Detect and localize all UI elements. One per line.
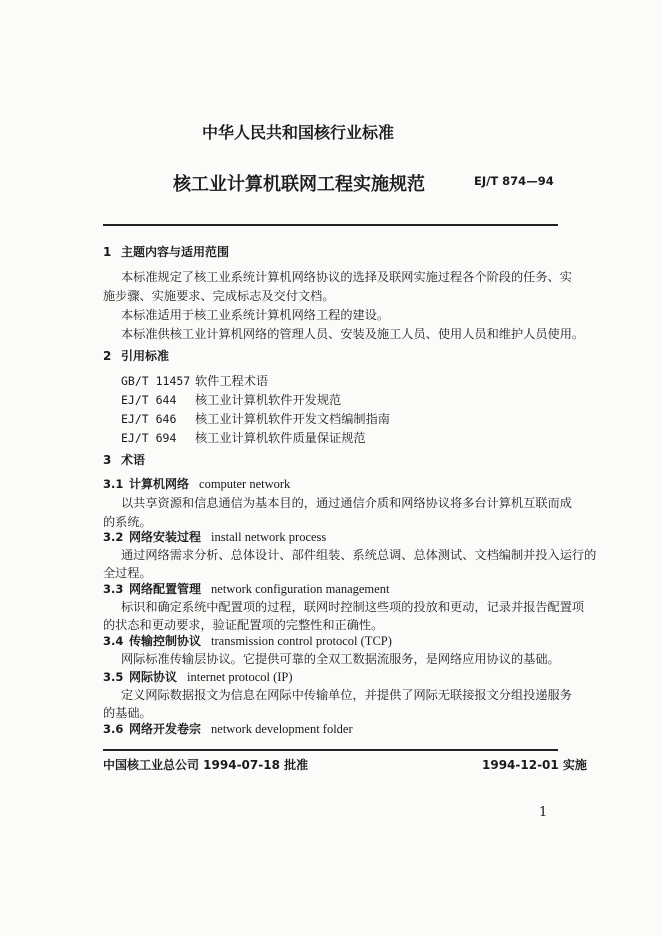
term-number: 3.5: [103, 670, 124, 684]
reference-item: [121, 372, 268, 389]
definition-line: 网际标准传输层协议。它提供可靠的全双工数据流服务，是网络应用协议的基础。: [121, 652, 560, 666]
term-number: 3.4: [103, 634, 124, 648]
paragraph-line: 本标准规定了核工业系统计算机网络协议的选择及联网实施过程各个阶段的任务、实: [121, 270, 572, 284]
definition-line: 的基础。: [103, 706, 152, 720]
definition-line: 全过程。: [103, 566, 152, 580]
term-chinese: 计算机网络: [129, 477, 190, 491]
effective-date: 1994-12-01 实施: [482, 758, 587, 772]
term-entry: [103, 632, 392, 649]
reference-item: [121, 391, 341, 408]
term-entry: [103, 720, 353, 737]
term-english: network configuration management: [211, 582, 390, 596]
reference-code: EJ/T 694: [121, 431, 177, 445]
section-heading: [103, 347, 169, 364]
reference-title: 核工业计算机软件开发文档编制指南: [195, 412, 390, 426]
standard-code: EJ/T 874—94: [474, 174, 554, 188]
term-english: transmission control protocol (TCP): [211, 634, 392, 648]
term-entry: [103, 580, 389, 597]
issuing-authority: 中华人民共和国核行业标准: [202, 123, 395, 142]
reference-code: EJ/T 646: [121, 412, 177, 426]
term-chinese: 网络开发卷宗: [129, 722, 202, 736]
definition-line: 以共享资源和信息通信为基本目的，通过通信介质和网络协议将多台计算机互联而成: [121, 496, 572, 510]
section-number: 2: [103, 349, 112, 363]
term-english: computer network: [199, 477, 291, 491]
paragraph-line: 施步骤、实施要求、完成标志及交付文档。: [103, 289, 335, 303]
term-chinese: 网际协议: [129, 670, 178, 684]
term-number: 3.2: [103, 530, 124, 544]
page-number: 1: [539, 805, 548, 820]
section-heading: [103, 243, 229, 260]
term-number: 3.6: [103, 722, 124, 736]
definition-line: 的状态和更动要求，验证配置项的完整性和正确性。: [103, 618, 384, 632]
term-chinese: 网络配置管理: [129, 582, 202, 596]
document-title: 核工业计算机联网工程实施规范: [173, 174, 425, 195]
term-chinese: 传输控制协议: [129, 634, 202, 648]
term-entry: [103, 668, 293, 685]
definition-line: 定义网际数据报文为信息在网际中传输单位，并提供了网际无联接报文分组投递服务: [121, 688, 572, 702]
term-english: internet protocol (IP): [187, 670, 293, 684]
approval-date: 中国核工业总公司 1994-07-18 批准: [103, 758, 309, 772]
reference-title: 核工业计算机软件开发规范: [195, 393, 342, 407]
reference-code: GB/T 11457: [121, 374, 191, 388]
reference-item: [121, 429, 366, 446]
reference-code: EJ/T 644: [121, 393, 177, 407]
section-number: 1: [103, 245, 112, 259]
term-english: install network process: [211, 530, 327, 544]
term-number: 3.3: [103, 582, 124, 596]
term-number: 3.1: [103, 477, 124, 491]
paragraph-line: 本标准供核工业计算机网络的管理人员、安装及施工人员、使用人员和维护人员使用。: [121, 327, 585, 341]
section-title: 术语: [121, 453, 146, 467]
footer-divider: [103, 749, 558, 751]
term-english: network development folder: [211, 722, 353, 736]
reference-title: 软件工程术语: [195, 374, 269, 388]
definition-line: 通过网络需求分析、总体设计、部件组装、系统总调、总体测试、文档编制并投入运行的: [121, 548, 597, 562]
definition-line: 的系统。: [103, 515, 152, 529]
section-heading: [103, 451, 145, 468]
definition-line: 标识和确定系统中配置项的过程，联网时控制这些项的投放和更动，记录并报告配置项: [121, 600, 585, 614]
paragraph-line: 本标准适用于核工业系统计算机网络工程的建设。: [121, 308, 390, 322]
term-entry: [103, 528, 326, 545]
section-title: 引用标准: [121, 349, 170, 363]
term-chinese: 网络安装过程: [129, 530, 202, 544]
reference-item: [121, 410, 390, 427]
section-number: 3: [103, 453, 112, 467]
term-entry: [103, 475, 290, 492]
section-title: 主题内容与适用范围: [121, 245, 230, 259]
header-divider: [103, 224, 558, 226]
reference-title: 核工业计算机软件质量保证规范: [195, 431, 366, 445]
